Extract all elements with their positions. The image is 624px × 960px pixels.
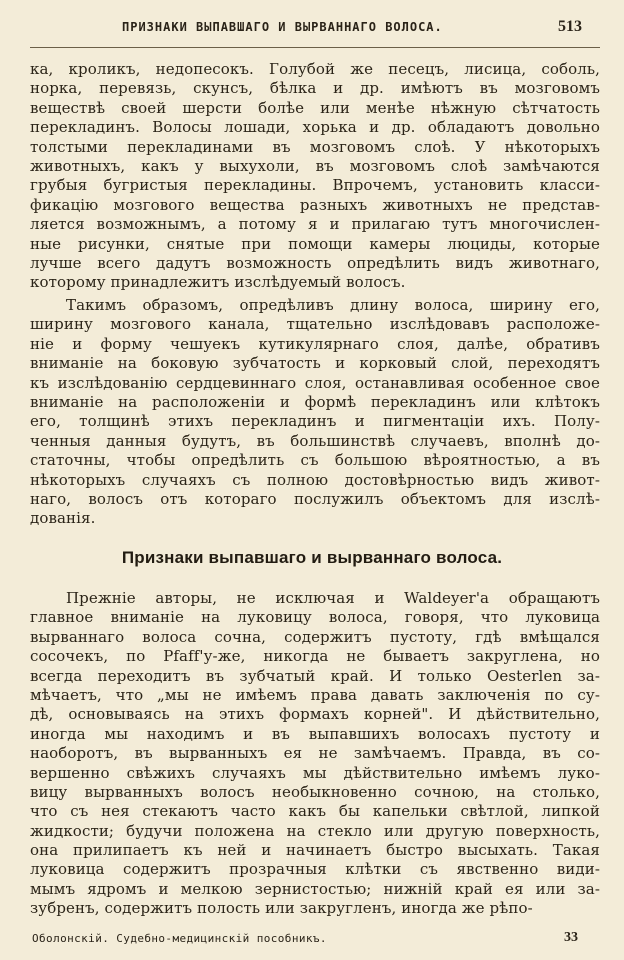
page-footer xyxy=(30,932,600,952)
text-line: вниманіе на расположеніи и формѣ перекладинъ или клѣтокъ xyxy=(30,392,600,411)
text-line: лучше всего дадутъ возможность опредѣлить видъ животнаго, xyxy=(30,253,600,272)
text-line: ка, кроликъ, недопесокъ. Голубой же песецъ, лисица, соболь, xyxy=(30,60,600,78)
text-line: веществѣ своей шерсти болѣе или менѣе нѣжную сѣтчатость xyxy=(30,98,600,117)
text-line: она прилипаетъ къ ней и начинаетъ быстро высыхать. Такая xyxy=(30,841,600,860)
running-title: ПРИЗНАКИ ВЫПАВШАГО И ВЫРВАННАГО ВОЛОСА. xyxy=(122,20,443,34)
text-line: вниманіе на боковую зубчатость и корковый слой, переходятъ xyxy=(30,354,600,373)
text-line: иногда мы находимъ и въ выпавшихъ волосахъ пустоту и xyxy=(30,724,600,743)
text-line: мѣчаетъ, что „мы не имѣемъ права давать заключенія по су- xyxy=(30,685,600,704)
text-line: которому принадлежитъ изслѣдуемый волосъ. xyxy=(30,273,406,292)
text-line: дѣ, основываясь на этихъ формахъ корней". И дѣйствительно, xyxy=(30,705,600,724)
text-line: зубренъ, содержитъ полость или закругленъ, иногда же рѣпо- xyxy=(30,899,533,918)
text-line: главное вниманіе на луковицу волоса, говоря, что луковица xyxy=(30,608,600,627)
paragraph-summary xyxy=(30,296,600,529)
text-line: ные рисунки, снятые при помощи камеры люциды, которые xyxy=(30,234,600,253)
text-line: мымъ ядромъ и мелкою зернистостью; нижній край ея или за- xyxy=(30,879,600,898)
text-line: сосочекъ, по Pfaff'у-же, никогда не бываетъ закруглена, но xyxy=(30,647,600,666)
text-line: что съ нея стекаютъ часто какъ бы капельки свѣтлой, липкой xyxy=(30,802,600,821)
text-line: наоборотъ, въ вырванныхъ ея не замѣчаемъ. Правда, въ со- xyxy=(30,744,600,763)
text-line: жидкости; будучи положена на стекло или другую поверхность, xyxy=(30,821,600,840)
text-line: Прежніе авторы, не исключая и Waldeyer'а обращаютъ xyxy=(66,589,600,607)
text-line: къ изслѣдованію сердцевиннаго слоя, останавливая особенное свое xyxy=(30,373,600,392)
text-line: Такимъ образомъ, опредѣливъ длину волоса, ширину его, xyxy=(66,296,600,314)
text-line: перекладинъ. Волосы лошади, хорька и др. обладаютъ довольно xyxy=(30,118,600,137)
text-line: нѣкоторыхъ случаяхъ съ полною достовѣрностью видъ живот- xyxy=(30,470,600,489)
text-line: толстыми перекладинами въ мозговомъ слоѣ. У нѣкоторыхъ xyxy=(30,137,600,156)
text-line: ніе и форму чешуекъ кутикулярнаго слоя, далѣе, обративъ xyxy=(30,334,600,353)
section-heading: Признаки выпавшаго и вырваннаго волоса. xyxy=(121,548,503,567)
text-line: всегда переходитъ въ зубчатый край. И только Oesterlen за- xyxy=(30,666,600,685)
paragraph-section-body xyxy=(30,589,600,919)
paragraph-continuation xyxy=(30,60,600,293)
text-line: ширину мозгового канала, тщательно изслѣдовавъ расположе- xyxy=(30,315,600,334)
text-line: ченныя данныя будутъ, въ большинствѣ случаевъ, вполнѣ до- xyxy=(30,431,600,450)
text-line: дованія. xyxy=(30,509,96,528)
text-line: норка, перевязь, скунсъ, бѣлка и др. имѣютъ въ мозговомъ xyxy=(30,79,600,98)
text-line: вицу вырванныхъ волосъ необыкновенно сочною, на столько, xyxy=(30,782,600,801)
text-line: вершенно свѣжихъ случаяхъ мы дѣйствительно имѣемъ луко- xyxy=(30,763,600,782)
text-line: наго, волосъ отъ котораго послужилъ объектомъ для изслѣ- xyxy=(30,489,600,508)
signature-mark: 33 xyxy=(564,930,578,945)
page-number: 513 xyxy=(558,18,582,35)
header-rule xyxy=(30,47,600,48)
footer-citation: Оболонскій. Судебно-медицинскій пособникъ. xyxy=(32,932,327,945)
text-line: грубыя бугристыя перекладины. Впрочемъ, установить класси- xyxy=(30,176,600,195)
text-line: фикацію мозгового вещества разныхъ животныхъ не представ- xyxy=(30,195,600,214)
running-head xyxy=(0,20,624,42)
text-line: луковица содержитъ прозрачныя клѣтки съ явственно види- xyxy=(30,860,600,879)
text-line: статочны, чтобы опредѣлить съ большою вѣроятностью, а въ xyxy=(30,451,600,470)
text-line: животныхъ, какъ у выхухоли, въ мозговомъ слоѣ замѣчаются xyxy=(30,156,600,175)
text-line: вырваннаго волоса сочна, содержитъ пустоту, гдѣ вмѣщался xyxy=(30,627,600,646)
text-line: его, толщинѣ этихъ перекладинъ и пигментаціи ихъ. Полу- xyxy=(30,412,600,431)
text-line: ляется возможнымъ, а потому я и прилагаю тутъ многочислен- xyxy=(30,215,600,234)
